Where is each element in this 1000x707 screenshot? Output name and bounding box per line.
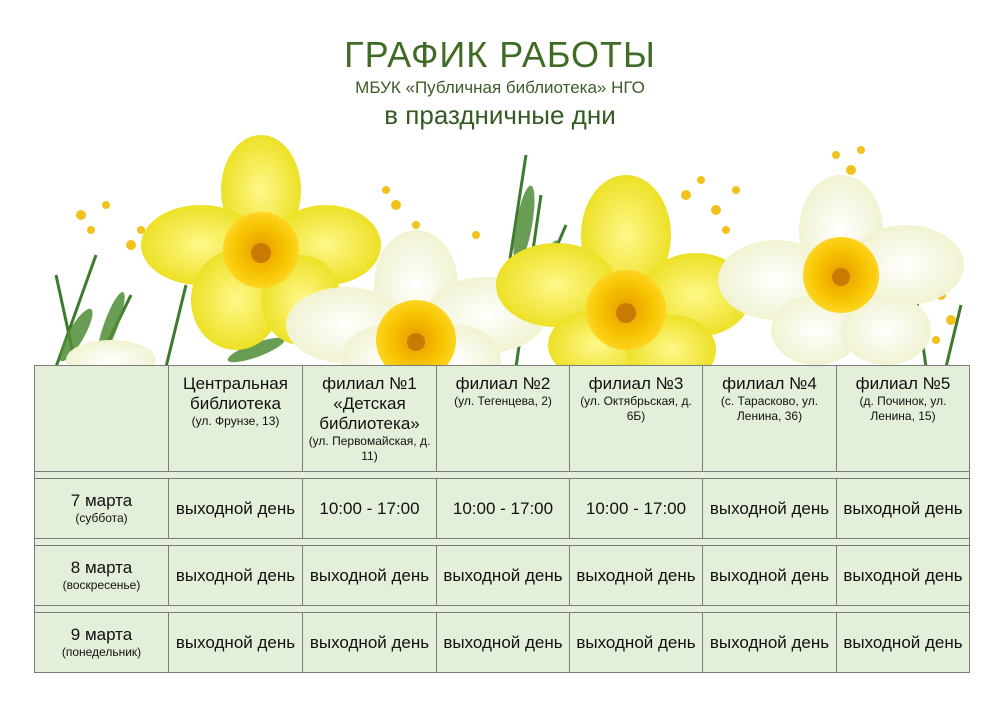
column-name: филиал №4 bbox=[722, 374, 817, 393]
schedule-cell: выходной день bbox=[837, 613, 970, 673]
column-address: (д. Починок, ул. Ленина, 15) bbox=[859, 394, 947, 423]
daffodil-white-2 bbox=[718, 175, 964, 365]
column-name: филиал №1 «Детская библиотека» bbox=[319, 374, 420, 433]
column-address: (ул. Фрунзе, 13) bbox=[191, 414, 280, 428]
schedule-cell: выходной день bbox=[837, 479, 970, 539]
row-divider bbox=[35, 606, 970, 613]
schedule-cell: 10:00 - 17:00 bbox=[570, 479, 703, 539]
column-address: (ул. Тегенцева, 2) bbox=[454, 394, 552, 408]
page-subtitle: в праздничные дни bbox=[384, 100, 616, 130]
schedule-table bbox=[34, 365, 970, 673]
schedule-cell: выходной день bbox=[570, 546, 703, 606]
column-header bbox=[837, 366, 970, 472]
column-name: филиал №3 bbox=[588, 374, 684, 393]
column-address: (ул. Первомайская, д. 11) bbox=[308, 434, 431, 463]
schedule-cell: выходной день bbox=[303, 613, 437, 673]
date-cell bbox=[35, 546, 169, 606]
weekday-label: (воскресенье) bbox=[62, 578, 141, 592]
corner-cell bbox=[35, 366, 169, 472]
row-divider bbox=[35, 472, 970, 479]
row-divider bbox=[35, 539, 970, 546]
schedule-cell: выходной день bbox=[437, 546, 570, 606]
schedule-cell: 10:00 - 17:00 bbox=[437, 479, 570, 539]
column-name: Центральная библиотека bbox=[183, 374, 288, 413]
column-header bbox=[169, 366, 303, 472]
header-row bbox=[35, 366, 970, 472]
schedule-cell: выходной день bbox=[303, 546, 437, 606]
column-header bbox=[703, 366, 837, 472]
table-row bbox=[35, 479, 970, 539]
column-header bbox=[570, 366, 703, 472]
date-label: 9 марта bbox=[70, 625, 133, 644]
column-address: (ул. Октябрьская, д. 6Б) bbox=[580, 394, 692, 423]
table-row bbox=[35, 613, 970, 673]
column-address: (с. Тарасково, ул. Ленина, 36) bbox=[720, 394, 819, 423]
column-header bbox=[437, 366, 570, 472]
schedule-cell: выходной день bbox=[703, 479, 837, 539]
daffodil-illustration bbox=[36, 135, 968, 367]
column-name: филиал №2 bbox=[455, 374, 551, 393]
schedule-cell: выходной день bbox=[437, 613, 570, 673]
weekday-label: (понедельник) bbox=[61, 645, 142, 659]
date-label: 7 марта bbox=[70, 491, 133, 510]
weekday-label: (суббота) bbox=[75, 511, 128, 525]
schedule-cell: выходной день bbox=[169, 613, 303, 673]
column-header bbox=[303, 366, 437, 472]
date-label: 8 марта bbox=[70, 558, 133, 577]
schedule-cell: 10:00 - 17:00 bbox=[303, 479, 437, 539]
schedule-cell: выходной день bbox=[703, 546, 837, 606]
schedule-cell: выходной день bbox=[169, 546, 303, 606]
schedule-cell: выходной день bbox=[169, 479, 303, 539]
table-row bbox=[35, 546, 970, 606]
column-name: филиал №5 bbox=[855, 374, 951, 393]
organization-name: МБУК «Публичная библиотека» НГО bbox=[355, 78, 645, 97]
schedule-cell: выходной день bbox=[703, 613, 837, 673]
schedule-cell: выходной день bbox=[570, 613, 703, 673]
date-cell bbox=[35, 613, 169, 673]
schedule-cell: выходной день bbox=[837, 546, 970, 606]
date-cell bbox=[35, 479, 169, 539]
page-title: ГРАФИК РАБОТЫ bbox=[344, 34, 656, 75]
